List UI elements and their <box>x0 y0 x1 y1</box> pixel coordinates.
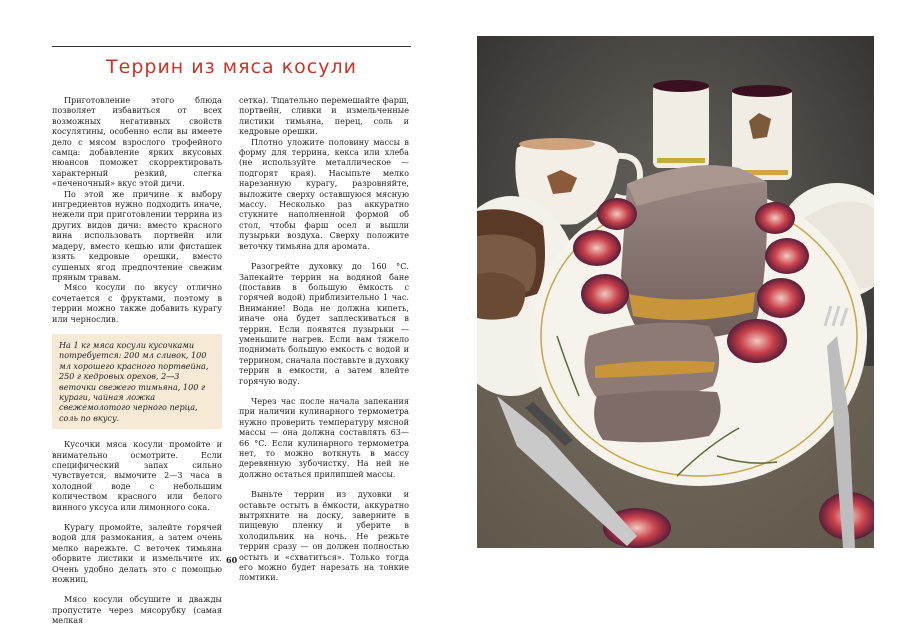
ingredients-box <box>52 334 222 429</box>
paragraph: Мясо косули обсушите и дважды пропустите через мясорубку (самая мелкая <box>52 594 222 626</box>
recipe-title: Террин из мяса косули <box>106 56 357 78</box>
paragraph: Плотно уложите половину массы в форму для террина, кекса или хлеба (не используйте металлическое — подгорят края). Насыпьте мелко нарезанную курагу, разровняйте, выложите сверху оставшуюся мясную массу. Несколько раз аккуратно стукните наполненной формой об стол, чтобы фарш осел и вышли пузырьки воздуха. Сверху положите веточку тимьяна для аромата. <box>239 136 409 251</box>
top-rule <box>52 46 411 47</box>
ingredients-text: На 1 кг мяса косули кусочками потребуется: 200 мл сливок, 100 мл хорошего красного портвейна, 250 г кедровых орехов, 2—3 веточки свежего тимьяна, 100 г кураги, чайная ложка свежемолотого черного перца, соль по вкусу. <box>59 339 209 423</box>
terrine-photo <box>477 36 874 548</box>
paragraph: Курагу промойте, залейте горячей водой для размокания, а затем очень мелко нарежьте. С веточек тимьяна оборвите листики и измельчите их. Очень удобно делать это с помощью ножниц. <box>52 522 222 585</box>
paragraph: Кусочки мяса косули промойте и внимательно осмотрите. Если специфический запах сильно чувствуется, вымочите 2—3 часа в холодной воде с небольшим количеством красного или белого винного уксуса или лимонного сока. <box>52 439 222 512</box>
terrine-slices <box>585 323 721 443</box>
paragraph: Мясо косули по вкусу отлично сочетается с фруктами, поэтому в террин можно также добавить курагу или чернослив. <box>52 282 222 324</box>
paragraph: Приготовление этого блюда позволяет избавиться от всех возможных негативных свойств косулятины, особенно если вы имеете дело с мясом взрослого трофейного самца: добавление ярких вкусовых нюансов поможет скорректировать характерный резкий, слегка «печеночный» вкус этой дичи. <box>52 95 222 189</box>
terrine-loaf <box>621 165 767 340</box>
text-column-1 <box>52 95 222 626</box>
paragraph-continuation: сетка). Тщательно перемешайте фарш, портвейн, сливки и измельченные листики тимьяна, перец, соль и кедровые орешки. <box>239 95 409 137</box>
wine-cup-icon <box>653 80 709 168</box>
text-column-2 <box>239 95 409 583</box>
paragraph: Выньте террин из духовки и оставьте остыть в ёмкости, аккуратно вытряхните на доску, заверните в пищевую пленку и уберите в холодильник на ночь. Не режьте террин сразу — он должен полностью остыть и «схватиться». Только тогда его можно будет нарезать на тонкие ломтики. <box>239 489 409 583</box>
wine-cup-icon <box>732 85 792 180</box>
paragraph: По этой же причине к выбору ингредиентов нужно подходить иначе, нежели при приготовлении террина из других видов дичи: вместо красного вина использовать портвейн или мадеру, вместо кешью или фисташек взять кедровые орешки, вместо сушеных ягод предпочтение свежим пряным травам. <box>52 188 222 282</box>
page-number: 60 <box>226 555 238 565</box>
paragraph: Через час после начала запекания при наличии кулинарного термометра нужно проверить температуру мясной массы — она должна составлять 63—66 °С. Если кулинарного термометра нет, то можно воткнуть в массу деревянную зубочистку. На ней не должно остаться прилипшей массы. <box>239 395 409 479</box>
paragraph: Разогрейте духовку до 160 °С. Запекайте террин на водяной бане (поставив в большую ёмкость с горячей водой) приблизительно 1 час. Внимание! Вода не должна кипеть, иначе она будет заплескиваться в террин. Если появятся пузырьки — уменьшите нагрев. Если вам тяжело поднимать большую емкость с водой и террином, сначала поставьте в духовку террин в емкости, а затем влейте горячую воду. <box>239 261 409 386</box>
